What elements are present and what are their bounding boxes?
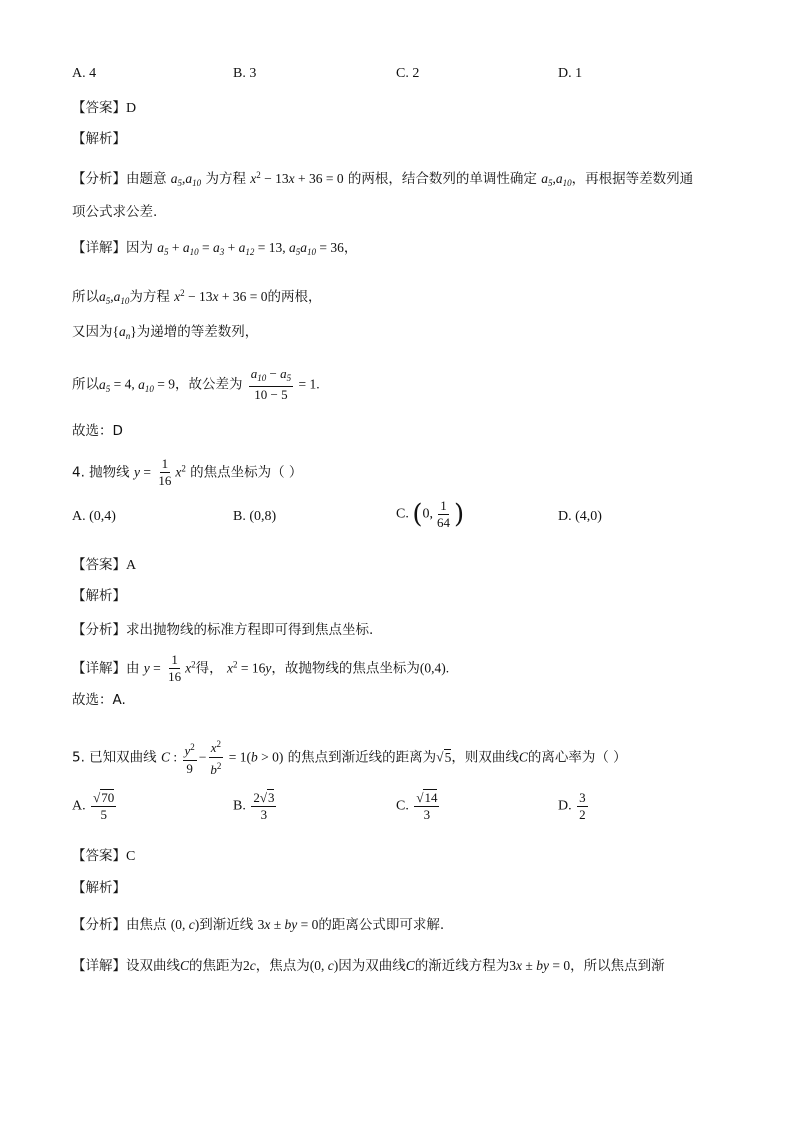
q3-detail-line-1: 【详解】因为 $a_5 + a_{10} = a_3 + a_{12} = 13$, $a_5a_{10} = 36$，: [72, 240, 358, 257]
q4-option-a: A. (0,4): [72, 509, 116, 524]
q4-fenxi: 【分析】求出抛物线的标准方程即可得到焦点坐标.: [72, 622, 374, 638]
q4-answer-line: 【答案】A: [72, 557, 137, 573]
q5-analysis-heading: 【解析】: [72, 880, 126, 896]
q3-detail-line-2: 所以$a_5,a_{10}$为方程 $x^2 - 13x + 36 = 0$的两根，: [72, 288, 322, 306]
q3-option-a: A. 4: [72, 66, 97, 81]
q5-option-c: C. $\frac{√14}{3}$: [396, 790, 438, 822]
q4-stem: 4. 抛物线 y = $\frac{1}{16}$ $x^2$ 的焦点坐标为（ ）: [72, 456, 303, 488]
q3-option-b: B. 3: [233, 66, 257, 81]
q3-option-c: C. 2: [396, 66, 420, 81]
q3-answer-line: [72, 98, 136, 119]
q5-option-b: B. $\frac{2√3}{3}$: [233, 790, 275, 822]
q4-choose: 故选：A.: [72, 692, 126, 708]
q3-answer-value: D: [126, 101, 137, 116]
q5-stem: 5. 已知双曲线 C : $\frac{y^2}{9}$ − $\frac{x^2}{b^2}$ = 1(b > 0) 的焦点到渐近线的距离为√5，则双曲线C的离心率为（ ）: [72, 736, 627, 779]
q5-detail: 【详解】设双曲线C的焦距为2c，焦点为(0, c)因为双曲线C的渐近线方程为3x ± by = 0，所以焦点到渐: [72, 958, 665, 974]
q3-fenxi-line-1: 【分析】由题意 $a_5,a_{10}$ 为方程 $x^2 - 13x + 36 = 0$ 的两根，结合数列的单调性确定 $a_5,a_{10}$，再根据等差数列通: [72, 170, 694, 188]
common-difference-fraction: $\frac{a_{10} - a_5}{10 - 5}$: [250, 366, 292, 402]
q4-option-b: B. (0,8): [233, 509, 277, 524]
q4-option-d: D. (4,0): [558, 509, 602, 524]
answer-label: 【答案】: [72, 100, 126, 116]
q5-option-a: A. $\frac{√70}{5}$: [72, 790, 115, 822]
q3-detail-line-3: 又因为$\{a_n\}$为递增的等差数列，: [72, 324, 259, 341]
q3-choose: 故选：D: [72, 423, 123, 439]
q4-analysis-heading: 【解析】: [72, 588, 126, 604]
q5-answer-value: C: [126, 849, 136, 864]
q5-fenxi: 【分析】由焦点 (0, c)到渐近线 3x ± by = 0的距离公式即可求解.: [72, 917, 445, 933]
q5-option-d: D. $\frac{3}{2}$: [558, 790, 586, 822]
q3-option-d: D. 1: [558, 66, 583, 81]
q4-detail: 【详解】由 y = $\frac{1}{16}$ $x^2$得， $x^2 = 16y$，故抛物线的焦点坐标为(0,4).: [72, 652, 450, 684]
q4-option-c: C. (0, $\frac{1}{64}$ ): [396, 498, 465, 530]
q3-analysis-heading: 【解析】: [72, 131, 126, 147]
q3-detail-line-4: 所以$a_5 = 4$, $a_{10} = 9$，故公差为 $\frac{a_{10} - a_5}{10 - 5}$ = 1.: [72, 366, 320, 402]
q5-answer-line: 【答案】C: [72, 848, 136, 864]
q4-answer-value: A: [126, 558, 137, 573]
q3-fenxi-line-2: 项公式求公差.: [72, 204, 158, 220]
